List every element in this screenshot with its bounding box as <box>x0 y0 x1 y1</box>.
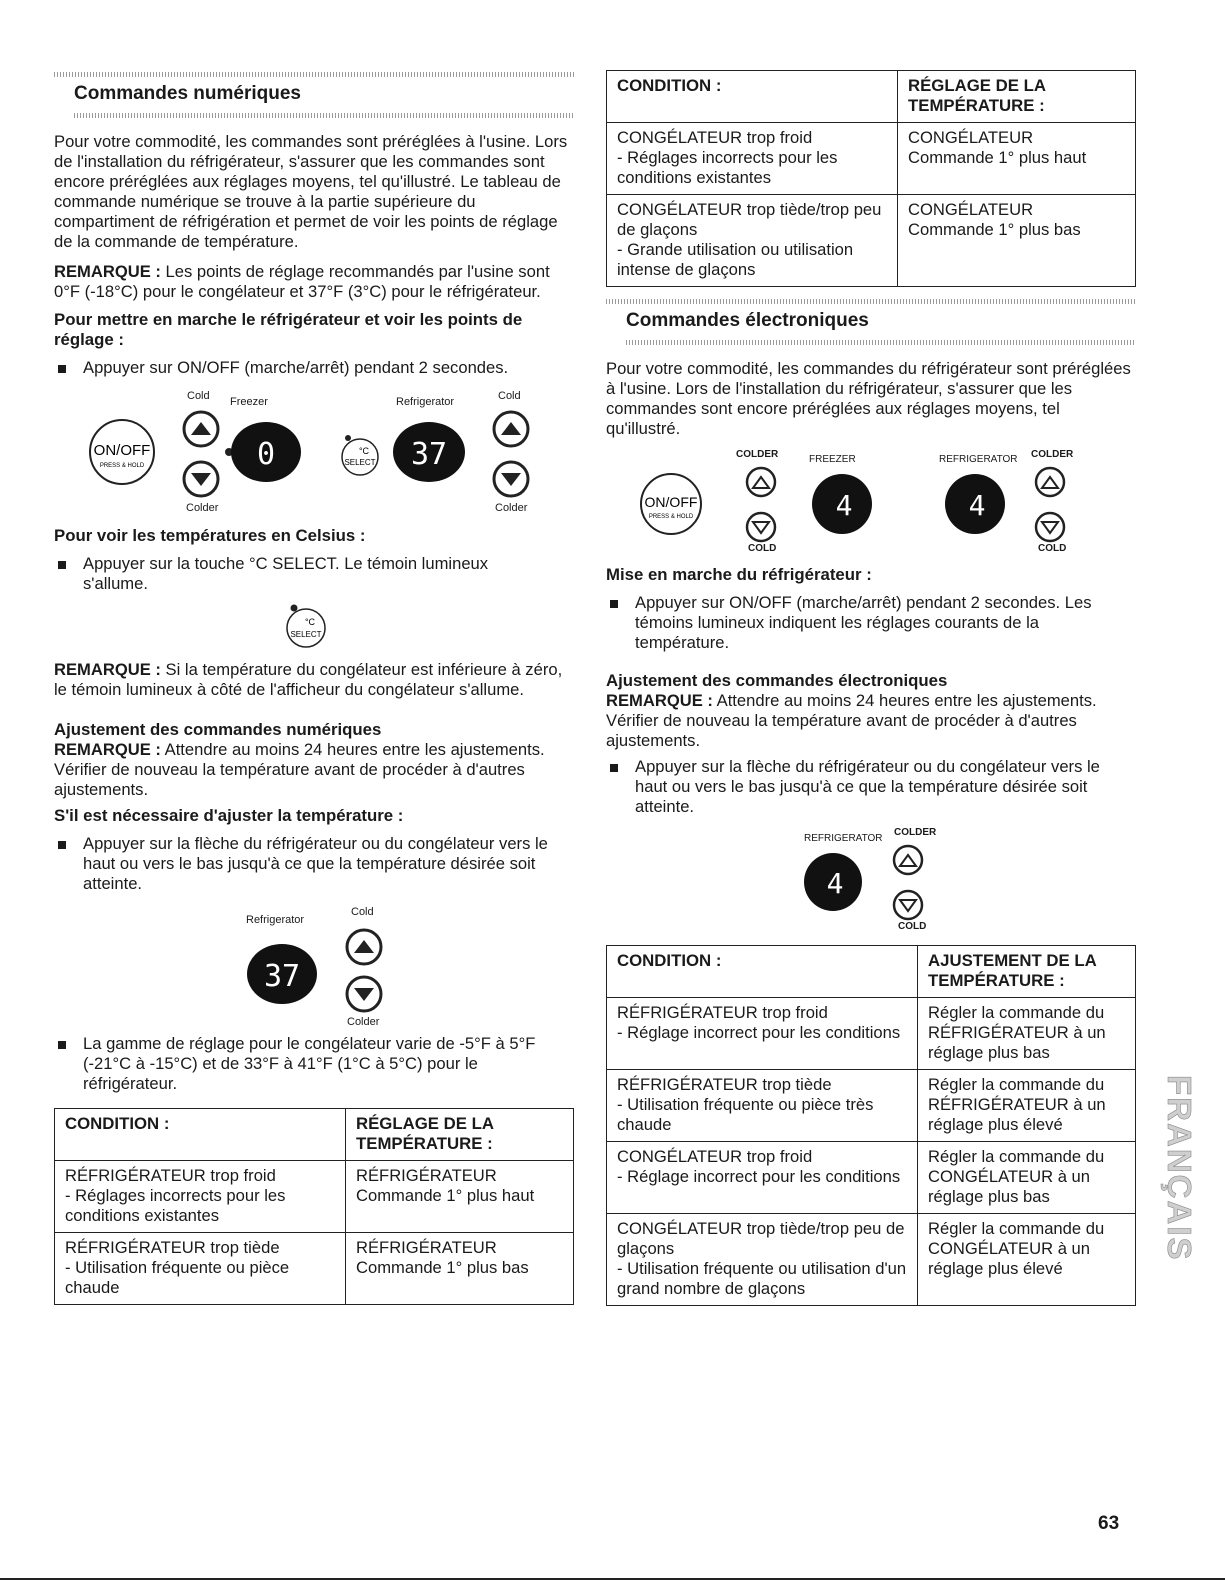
bullet-item: Appuyer sur ON/OFF (marche/arrêt) pendant 2 secondes. <box>54 358 574 378</box>
svg-text:37: 37 <box>263 959 301 994</box>
freezer-down-arrow-icon[interactable] <box>747 513 775 541</box>
intro-paragraph: Pour votre commodité, les commandes du réfrigérateur sont préréglées à l'usine. Lors de l'installation du réfrigérateur, s'assurer que les commandes sont encore préréglées aux réglages moyens, tel qu'illustré. <box>606 359 1131 438</box>
celsius-select-button[interactable] <box>287 609 325 647</box>
note-paragraph: REMARQUE : Les points de réglage recommandés par l'usine sont 0°F (-18°C) pour le congélateur et 37°F (3°C) pour le réfrigérateur. <box>54 262 550 301</box>
celsius-select-button[interactable] <box>342 439 378 475</box>
fridge-up-arrow-icon[interactable] <box>494 412 528 446</box>
colder-label: Colder <box>347 1016 380 1028</box>
colder-label: COLDER <box>894 827 937 838</box>
svg-text:4: 4 <box>835 489 853 522</box>
panel-graphic <box>54 378 574 518</box>
heading-start-fridge: Mise en marche du réfrigérateur : <box>606 565 872 584</box>
table-row: RÉFRIGÉRATEUR trop froid - Réglages incorrects pour les conditions existantes RÉFRIGÉRATEUR Commande 1° plus haut <box>55 1161 574 1233</box>
svg-text:4: 4 <box>968 489 986 522</box>
svg-text:°C: °C <box>304 617 316 627</box>
bullet-item: Appuyer sur la flèche du réfrigérateur ou du congélateur vers le haut ou vers le bas jusqu'à ce que la température désirée soit atteinte. <box>606 757 1136 817</box>
refrigerator-label: REFRIGERATOR <box>804 833 883 844</box>
svg-text:SELECT: SELECT <box>344 458 376 467</box>
colder-label: Colder <box>495 502 528 514</box>
refrigerator-label: REFRIGERATOR <box>939 454 1018 465</box>
fridge-down-arrow-icon[interactable] <box>1036 513 1064 541</box>
cold-label: Cold <box>498 390 521 402</box>
table-row: CONGÉLATEUR trop tiède/trop peu de glaçons - Grande utilisation ou utilisation intense de glaçons CONGÉLATEUR Commande 1° plus bas <box>607 195 1136 287</box>
heading-adjust-numeric: Ajustement des commandes numériques <box>54 720 382 739</box>
fridge-adjust-table <box>54 1108 574 1305</box>
fridge-control-graphic <box>54 894 574 1026</box>
numeric-control-panel <box>54 378 574 518</box>
celsius-select-figure <box>54 594 574 660</box>
cold-label: Cold <box>351 906 374 918</box>
electronic-control-panel <box>606 439 1136 557</box>
right-column <box>606 0 1136 1306</box>
svg-text:FRANÇAIS: FRANÇAIS <box>1161 1075 1198 1262</box>
note-paragraph: REMARQUE : Attendre au moins 24 heures entre les ajustements. Vérifier de nouveau la température avant de procéder à d'autres ajustements. <box>54 740 545 799</box>
left-column <box>54 0 574 1305</box>
svg-text:4: 4 <box>826 867 844 900</box>
cold-label: COLD <box>748 543 777 554</box>
bottom-rule <box>0 1578 1225 1580</box>
fridge-control-figure <box>54 894 574 1026</box>
refrigerator-label: Refrigerator <box>246 914 305 926</box>
svg-text:ON/OFF: ON/OFF <box>644 494 698 510</box>
freezer-digit: 0 <box>256 437 276 472</box>
freezer-up-arrow-icon[interactable] <box>747 468 775 496</box>
colder-label: COLDER <box>1031 449 1074 460</box>
up-arrow-icon[interactable] <box>347 930 381 964</box>
electronic-fridge-graphic <box>606 817 1136 935</box>
refrigerator-label: Refrigerator <box>396 396 455 408</box>
celsius-select-graphic <box>54 594 574 660</box>
cold-label: COLD <box>898 921 927 932</box>
section-title-numeric: Commandes numériques <box>74 83 301 104</box>
indicator-dot <box>345 435 351 441</box>
table-row: RÉFRIGÉRATEUR trop tiède - Utilisation fréquente ou pièce chaude RÉFRIGÉRATEUR Commande 1° plus bas <box>55 1233 574 1305</box>
table-header: CONDITION : <box>55 1109 346 1161</box>
intro-paragraph: Pour votre commodité, les commandes sont préréglées à l'usine. Lors de l'installation du réfrigérateur, s'assurer que les commandes sont encore préréglées aux réglages moyens, tel qu'illustré. Le tableau de commande numérique se trouve à la partie supérieure du compartiment de réfrigération et permet de voir les points de réglage de la commande de température. <box>54 132 568 251</box>
fridge-digits: 37 <box>410 437 448 472</box>
table-row: CONGÉLATEUR trop froid - Réglages incorrects pour les conditions existantes CONGÉLATEUR Commande 1° plus haut <box>607 123 1136 195</box>
table-row: CONGÉLATEUR trop froid - Réglage incorrect pour les conditions Régler la commande du CONGÉLATEUR à un réglage plus bas <box>607 1142 1136 1214</box>
freezer-adjust-table <box>606 70 1136 287</box>
freezer-label: Freezer <box>230 396 268 408</box>
freezer-up-arrow-icon[interactable] <box>184 412 218 446</box>
note-paragraph: REMARQUE : Si la température du congélateur est inférieure à zéro, le témoin lumineux à côté de l'afficheur du congélateur s'allume. <box>54 660 563 699</box>
table-header: RÉGLAGE DE LA TEMPÉRATURE : <box>346 1109 574 1161</box>
svg-text:°C: °C <box>358 446 370 456</box>
heading-adjust-electronic: Ajustement des commandes électroniques <box>606 671 948 690</box>
bullet-item: La gamme de réglage pour le congélateur varie de -5°F à 5°F (-21°C à -15°C) et de 33°F à 41°F (1°C à 5°C) pour le réfrigérateur. <box>54 1034 574 1094</box>
heading-celsius: Pour voir les températures en Celsius : <box>54 526 366 545</box>
page-number: 63 <box>1098 1513 1120 1534</box>
table-header: CONDITION : <box>607 946 918 998</box>
note-paragraph: REMARQUE : Attendre au moins 24 heures entre les ajustements. Vérifier de nouveau la température avant de procéder à d'autres ajustements. <box>606 691 1097 750</box>
electronic-adjust-table <box>606 945 1136 1306</box>
language-side-tab <box>1150 1075 1198 1337</box>
up-arrow-icon[interactable] <box>894 846 922 874</box>
down-arrow-icon[interactable] <box>894 891 922 919</box>
freezer-label: FREEZER <box>809 454 856 465</box>
table-header: RÉGLAGE DE LA TEMPÉRATURE : <box>898 71 1136 123</box>
down-arrow-icon[interactable] <box>347 977 381 1011</box>
electronic-panel-graphic <box>606 439 1136 557</box>
table-row: RÉFRIGÉRATEUR trop tiède - Utilisation fréquente ou pièce très chaude Régler la commande du RÉFRIGÉRATEUR à un réglage plus élevé <box>607 1070 1136 1142</box>
freezer-down-arrow-icon[interactable] <box>184 462 218 496</box>
colder-label: COLDER <box>736 449 779 460</box>
colder-label: Colder <box>186 502 219 514</box>
press-hold-text: PRESS & HOLD <box>99 463 145 469</box>
table-row: RÉFRIGÉRATEUR trop froid - Réglage incorrect pour les conditions Régler la commande du RÉFRIGÉRATEUR à un réglage plus bas <box>607 998 1136 1070</box>
table-header: AJUSTEMENT DE LA TEMPÉRATURE : <box>918 946 1136 998</box>
heading-if-needed: S'il est nécessaire d'ajuster la température : <box>54 806 404 825</box>
cold-label: COLD <box>1038 543 1067 554</box>
bullet-item: Appuyer sur la touche °C SELECT. Le témoin lumineux s'allume. <box>54 554 574 594</box>
fridge-down-arrow-icon[interactable] <box>494 462 528 496</box>
electronic-fridge-figure <box>606 817 1136 935</box>
onoff-button[interactable] <box>641 474 701 534</box>
table-header: CONDITION : <box>607 71 898 123</box>
bullet-item: Appuyer sur ON/OFF (marche/arrêt) pendant 2 secondes. Les témoins lumineux indiquent les réglages courants de la température. <box>606 593 1136 653</box>
fridge-up-arrow-icon[interactable] <box>1036 468 1064 496</box>
heading-start: Pour mettre en marche le réfrigérateur et voir les points de réglage : <box>54 310 523 349</box>
section-title-electronic: Commandes électroniques <box>626 310 869 331</box>
cold-label: Cold <box>187 390 210 402</box>
svg-text:SELECT: SELECT <box>290 630 322 639</box>
onoff-button[interactable] <box>90 420 154 484</box>
onoff-text: ON/OFF <box>93 442 151 459</box>
bullet-item: Appuyer sur la flèche du réfrigérateur ou du congélateur vers le haut ou vers le bas jusqu'à ce que la température désirée soit atteinte. <box>54 834 574 894</box>
svg-text:PRESS & HOLD: PRESS & HOLD <box>648 514 694 520</box>
table-row: CONGÉLATEUR trop tiède/trop peu de glaçons - Utilisation fréquente ou utilisation d'un grand nombre de glaçons Régler la commande du CONGÉLATEUR à un réglage plus élevé <box>607 1214 1136 1306</box>
